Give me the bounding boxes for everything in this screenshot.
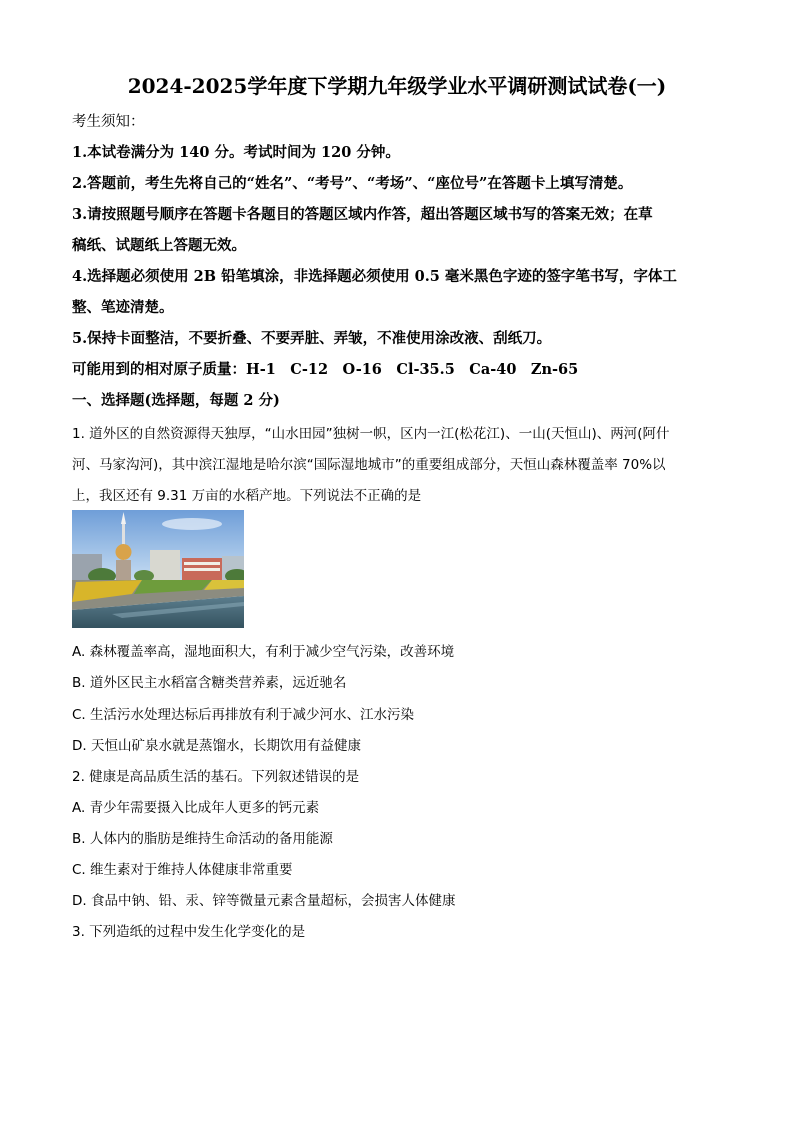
notice-item-4-cont: 整、笔迹清楚。: [72, 299, 174, 316]
q2-option-c: C. 维生素对于维持人体健康非常重要: [72, 862, 293, 878]
notice-heading: 考生须知：: [72, 114, 145, 130]
q1-option-b: B. 道外区民主水稻富含糖类营养素，远近驰名: [72, 675, 347, 691]
notice-item-3-cont: 稿纸、试题纸上答题无效。: [72, 237, 246, 254]
notice-item-5: 5.保持卡面整洁，不要折叠、不要弄脏、弄皱，不准使用涂改液、刮纸刀。: [72, 330, 552, 347]
q2-option-b: B. 人体内的脂肪是维持生命活动的备用能源: [72, 831, 333, 847]
notice-item-4: 4.选择题必须使用 2B 铅笔填涂，非选择题必须使用 0.5 毫米黑色字迹的签字笔书写，字体工: [72, 268, 677, 285]
q2-option-a: A. 青少年需要摄入比成年人更多的钙元素: [72, 800, 320, 816]
wetland-photo: [72, 510, 244, 628]
notice-item-2: 2.答题前，考生先将自己的“姓名”、“考号”、“考场”、“座位号”在答题卡上填写清楚。: [72, 175, 633, 192]
atomic-mass-line: 可能用到的相对原子质量：H-1 C-12 O-16 Cl-35.5 Ca-40 Zn-65: [72, 361, 579, 378]
section-heading: 一、选择题(选择题，每题 2 分): [72, 392, 280, 409]
notice-item-3: 3.请按照题号顺序在答题卡各题目的答题区域内作答，超出答题区域书写的答案无效；在草: [72, 206, 653, 223]
notice-item-1: 1.本试卷满分为 140 分。考试时间为 120 分钟。: [72, 144, 400, 161]
q1-stem-line-2: 河、马家沟河)，其中滨江湿地是哈尔滨“国际湿地城市”的重要组成部分，天恒山森林覆盖率 70%以: [72, 457, 666, 473]
exam-title: 2024-2025学年度下学期九年级学业水平调研测试试卷(一): [127, 74, 667, 98]
q1-option-d: D. 天恒山矿泉水就是蒸馏水，长期饮用有益健康: [72, 738, 361, 754]
q2-option-d: D. 食品中钠、铅、汞、锌等微量元素含量超标，会损害人体健康: [72, 893, 456, 909]
q2-stem: 2. 健康是高品质生活的基石。下列叙述错误的是: [72, 769, 360, 785]
q1-option-c: C. 生活污水处理达标后再排放有利于减少河水、江水污染: [72, 707, 415, 723]
q1-stem-line-3: 上，我区还有 9.31 万亩的水稻产地。下列说法不正确的是: [72, 488, 422, 504]
q1-option-a: A. 森林覆盖率高，湿地面积大，有利于减少空气污染，改善环境: [72, 644, 455, 660]
q1-stem-line-1: 1. 道外区的自然资源得天独厚，“山水田园”独树一帜，区内一江(松花江)、一山(天恒山)、两河(阿什: [72, 426, 670, 442]
q3-stem: 3. 下列造纸的过程中发生化学变化的是: [72, 924, 306, 940]
